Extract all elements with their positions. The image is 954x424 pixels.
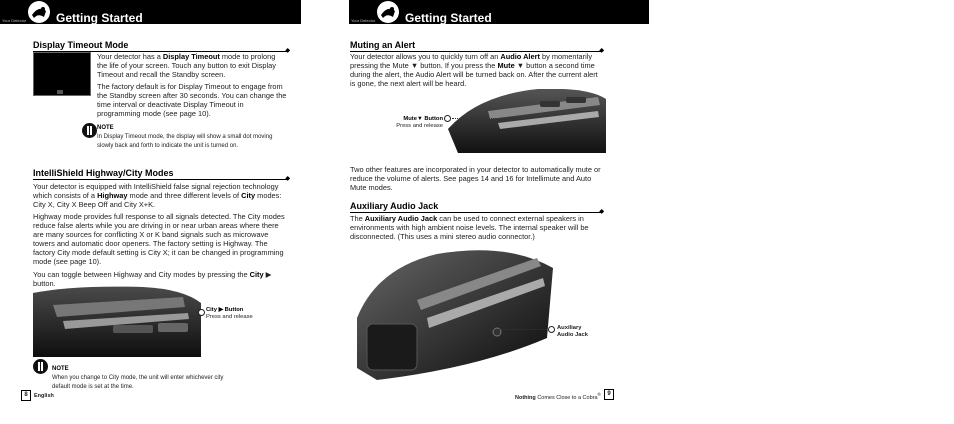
right-page-title: Getting Started xyxy=(405,11,492,25)
intellishield-paragraph-3: You can toggle between Highway and City modes by pressing the City ▶ button. xyxy=(33,270,272,289)
display-timeout-paragraph-2: The factory default is for Display Timeout to engage from the Standby screen after 30 seconds. You can change the time interval or deactivate Display Timeout in programming mode (see page 10). xyxy=(97,82,287,119)
intellishield-note-label: NOTE xyxy=(52,366,69,372)
left-footer-language: English xyxy=(34,393,54,399)
intellishield-paragraph-2: Highway mode provides full response to all signals detected. The City modes reduce false alerts while you are driving in or near urban areas where there are many sources for conflicting X or K band signals such as microwave towers and automatic door openers. The factory setting is Highway. The factory City mode default setting is City X; it can be changed in programming mode (see page 10). xyxy=(33,212,285,267)
city-button-callout: City ▶ Button Press and release xyxy=(206,307,253,320)
left-header-bar xyxy=(0,0,301,24)
detector-mute-button-photo xyxy=(448,89,606,153)
aux-jack-callout: Auxiliary Audio Jack xyxy=(557,325,588,338)
mute-button-callout: Mute▼ Button Press and release xyxy=(396,116,443,129)
right-page-number: 9 xyxy=(604,389,614,400)
muting-paragraph-2: Two other features are incorporated in your detector to automatically mute or reduce the volume of alerts. See pages 14 and 16 for Intellimute and Auto Mute modes. xyxy=(350,165,601,193)
left-page-number: 8 xyxy=(21,390,31,401)
display-timeout-note-label: NOTE xyxy=(97,125,114,131)
right-section-tab: Your Detector xyxy=(351,18,376,23)
aux-jack-paragraph: The Auxiliary Audio Jack can be used to connect external speakers in environments with high ambient noise levels. The internal speaker will be disconnected. (This uses a mini stereo audio connector.) xyxy=(350,214,589,242)
left-page-title: Getting Started xyxy=(56,11,143,25)
city-callout-leader xyxy=(150,312,198,313)
intellishield-note-text: When you change to City mode, the unit will enter whichever city default mode is set at the time. xyxy=(52,375,224,390)
aux-jack-heading: Auxiliary Audio Jack ◆ xyxy=(350,201,604,215)
intellishield-heading: IntelliShield Highway/City Modes ◆ xyxy=(33,168,290,182)
detector-aux-jack-photo xyxy=(357,248,553,380)
note-icon xyxy=(33,359,48,374)
mute-callout-dot xyxy=(444,115,451,122)
display-timeout-screen-image xyxy=(33,52,91,96)
aux-callout-dot xyxy=(548,326,555,333)
note-icon xyxy=(82,123,97,138)
muting-heading: Muting an Alert ◆ xyxy=(350,40,604,54)
display-timeout-heading: Display Timeout Mode ◆ xyxy=(33,40,290,54)
detector-city-button-photo xyxy=(33,285,201,357)
right-footer-tagline: Nothing Comes Close to a Cobra® xyxy=(515,392,601,401)
intellishield-paragraph-1: Your detector is equipped with IntelliShield false signal rejection technology which consists of a Highway mode and three different levels of City modes: City X, City X Beep Off and City X+K. xyxy=(33,182,282,210)
city-callout-dot xyxy=(198,309,205,316)
muting-paragraph-1: Your detector allows you to quickly turn off an Audio Alert by momentarily pressing the Mute ▼ button. If you press the Mute ▼ button a second time during the alert, the Audio Alert will be turned back on. After the current alert is gone, the next alert will be heard. xyxy=(350,52,598,89)
display-timeout-note-text: In Display Timeout mode, the display will show a small dot moving slowly back and forth to indicate the unit is turned on. xyxy=(97,134,273,149)
left-section-tab: Your Detector xyxy=(2,18,27,23)
moving-dot-indicator xyxy=(57,90,63,94)
detector-logo-icon xyxy=(377,1,399,23)
mute-callout-leader xyxy=(452,118,512,119)
detector-logo-icon xyxy=(28,1,50,23)
display-timeout-paragraph-1: Your detector has a Display Timeout mode to prolong the life of your screen. Touch any button to exit Display Timeout and recall the Standby screen. xyxy=(97,52,276,80)
aux-callout-leader xyxy=(490,329,546,330)
right-header-bar xyxy=(349,0,649,24)
